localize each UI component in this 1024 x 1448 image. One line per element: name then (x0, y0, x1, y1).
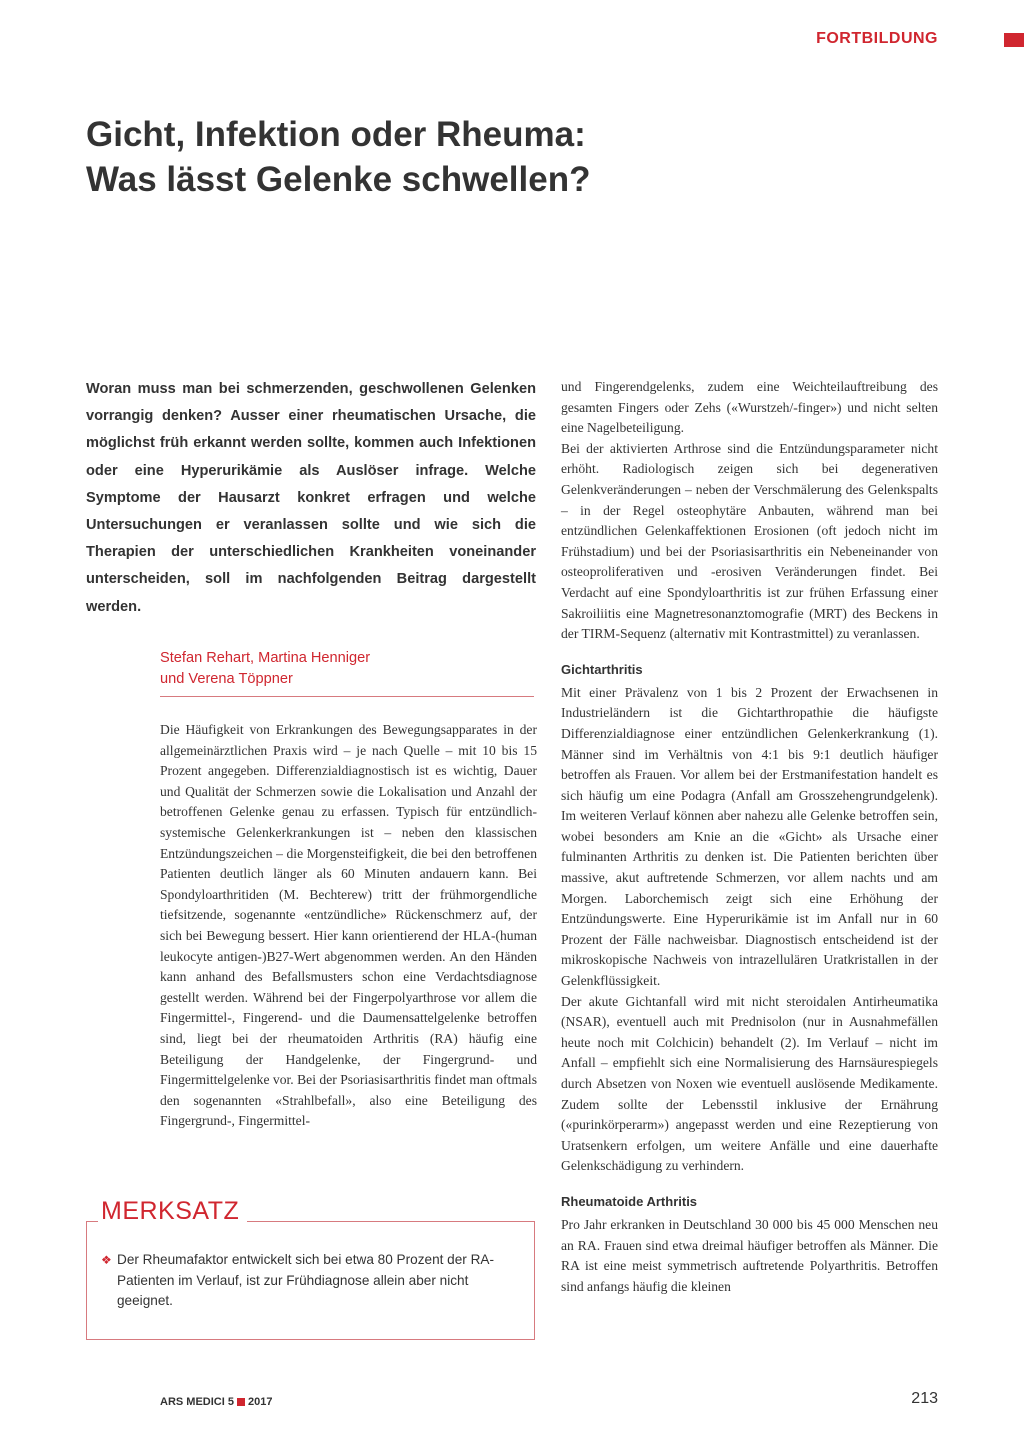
author-block (160, 648, 534, 697)
subheading-gichtarthritis: Gichtarthritis (561, 661, 643, 677)
body-paragraph: Pro Jahr erkranken in Deutschland 30 000 bis 45 000 Menschen neu an RA. Frauen sind etwa dreimal häufiger betroffen als Männer. Die RA ist eine meist symmetrisch auftretende Polyarthritis. Betroffen sind anfangs häufig die kleinen (561, 1216, 938, 1294)
lead-paragraph: Woran muss man bei schmerzenden, geschwollenen Gelenken vorrangig denken? Ausser einer rheumatischen Ursache, die möglichst früh erkannt werden sollte, kommen auch Infektionen oder eine Hyperurikämie als Auslöser infrage. Welche Symptome der Hausarzt konkret erfragen und welche Untersuchungen er veranlassen sollte und wie sich die Therapien der unterschiedlichen Krankheiten voneinander unterscheiden, soll im nachfolgenden Beitrag dargestellt werden. (86, 381, 536, 615)
journal-name: ARS MEDICI 5 (160, 1396, 234, 1408)
body-paragraph: Der akute Gichtanfall wird mit nicht steroidalen Antirheumatika (NSAR), eventuell auch mit Prednisolon (nur in Ausnahmefällen heute noch mit Colchicin) behandelt (2). Im Verlauf – nicht im Anfall – empfiehlt sich eine Normalisierung des Harnsäurespiegels durch Absetzen von Noxen wie eventuell auslösende Medikamente. Zudem sollte der Lebensstil inklusive der Ernährung («purinkörperarm») angepasst werden und eine Rezeptierung von Uratsenkern erfolgen, um weitere Anfälle und eine dauerhafte Gelenkschädigung zu verhindern. (561, 993, 938, 1174)
body-text-left: Die Häufigkeit von Erkrankungen des Bewegungsapparates in der allgemeinärztlichen Praxis wird – je nach Quelle – mit 10 bis 15 Prozent angegeben. Differenzialdiagnostisch ist es wichtig, Dauer und Qualität der Schmerzen sowie die Lokalisation und Anzahl der betroffenen Gelenke genau zu erfassen. Typisch für entzündlich-systemische Gelenkerkrankungen ist – neben den klassischen Entzündungszeichen – die Morgensteifigkeit, die bei den betroffenen Patienten deutlich länger als 60 Minuten andauern kann. Bei Spondyloarthritiden (M. Bechterew) tritt der frühmorgendliche tiefsitzende, sogenannte «entzündliche» Rückenschmerz auf, der sich bei Bewegung bessert. Hier kann orientierend der HLA-(human leukocyte antigen-)B27-Wert abgenommen werden. An den Händen kann anhand des Befallsmusters schon eine Verdachtsdiagnose gestellt werden. Während bei der Fingerpolyarthrose vor allem die Fingermittel-, Fingerend- und die Daumensattelgelenke betroffen sind, liegt bei der rheumatoiden Arthritis (RA) häufig eine Beteiligung der Handgelenke, der Fingergrund- und Fingermittelgelenke vor. Bei der Psoriasisarthritis findet man oftmals den sogenannten «Strahlbefall», also eine Beteiligung des Fingergrund-, Fingermittel- (160, 722, 537, 1129)
body-column-right (561, 377, 938, 1297)
title-line-2: Was lässt Gelenke schwellen? (86, 160, 591, 199)
section-label: FORTBILDUNG (816, 30, 938, 47)
authors-line-1: Stefan Rehart, Martina Henniger (160, 650, 371, 666)
journal-year: 2017 (247, 1396, 273, 1408)
body-paragraph: Bei der aktivierten Arthrose sind die Entzündungsparameter nicht erhöht. Radiologisch zeigen sich bei degenerativen Gelenkveränderungen – neben der Verschmälerung des Gelenkspalts – in der Regel osteophytäre Anbauten, während man bei entzündlichen Gelenkaffektionen Erosionen (oft jedoch nicht im Frühstadium) und bei der Psoriasisarthritis ein Nebeneinander von osteoproliferativen und -erosiven Veränderungen findet. Bei Verdacht auf eine Spondyloarthritis ist zur frühen Erfassung einer Sakroiliitis eine Magnetresonanztomografie (MRT) des Beckens in der TIRM-Sequenz (alternativ mit Kontrastmittel) zu veranlassen. (561, 440, 938, 642)
body-paragraph: Mit einer Prävalenz von 1 bis 2 Prozent der Erwachsenen in Industrieländern ist die Gichtarthropathie die häufigste Differenzialdiagnose einer entzündlichen Gelenkerkrankung (1). Männer sind im Verhältnis von 4:1 bis 9:1 deutlich häufiger betroffen als Frauen. Vor allem bei der Erstmanifestation handelt es sich häufig um eine Podagra (Anfall am Grosszehengrundgelenk). Im weiteren Verlauf können aber nahezu alle Gelenke betroffen sein, wobei besonders am Knie an die «Gicht» als Ursache einer fulminanten Arthritis zu denken ist. Die Patienten berichten über massive, akut auftretende Schmerzen, vor allem nachts und am Morgen. Laborchemisch zeigt sich eine Erhöhung der Entzündungswerte. Eine Hyperurikämie ist im Anfall nur in 60 Prozent der Fälle nachweisbar. Diagnostisch entscheidend ist der mikroskopische Nachweis von intrazellulären Uratkristallen in der Gelenkflüssigkeit. (561, 684, 938, 989)
page-number: 213 (911, 1390, 938, 1407)
footer-journal (160, 1396, 272, 1408)
merksatz-title: MERKSATZ (101, 1197, 240, 1225)
section-marker-square (1004, 33, 1024, 47)
merksatz-item (101, 1250, 521, 1312)
subheading-rheumatoide-arthritis: Rheumatoide Arthritis (561, 1193, 698, 1209)
body-paragraph: und Fingerendgelenks, zudem eine Weichteilauftreibung des gesamten Fingers oder Zehs («Wurstzeh/-finger») und nicht selten eine Nagelbeteiligung. (561, 379, 938, 436)
merksatz-text: Der Rheumafaktor entwickelt sich bei etwa 80 Prozent der RA-Patienten im Verlauf, ist zur Frühdiagnose allein aber nicht geeignet. (117, 1252, 495, 1309)
title-line-1: Gicht, Infektion oder Rheuma: (86, 115, 586, 154)
article-title (86, 112, 946, 202)
diamond-bullet-icon: ❖ (101, 1253, 112, 1267)
footer-marker-square (237, 1398, 245, 1406)
authors-line-2: und Verena Töppner (160, 671, 293, 687)
